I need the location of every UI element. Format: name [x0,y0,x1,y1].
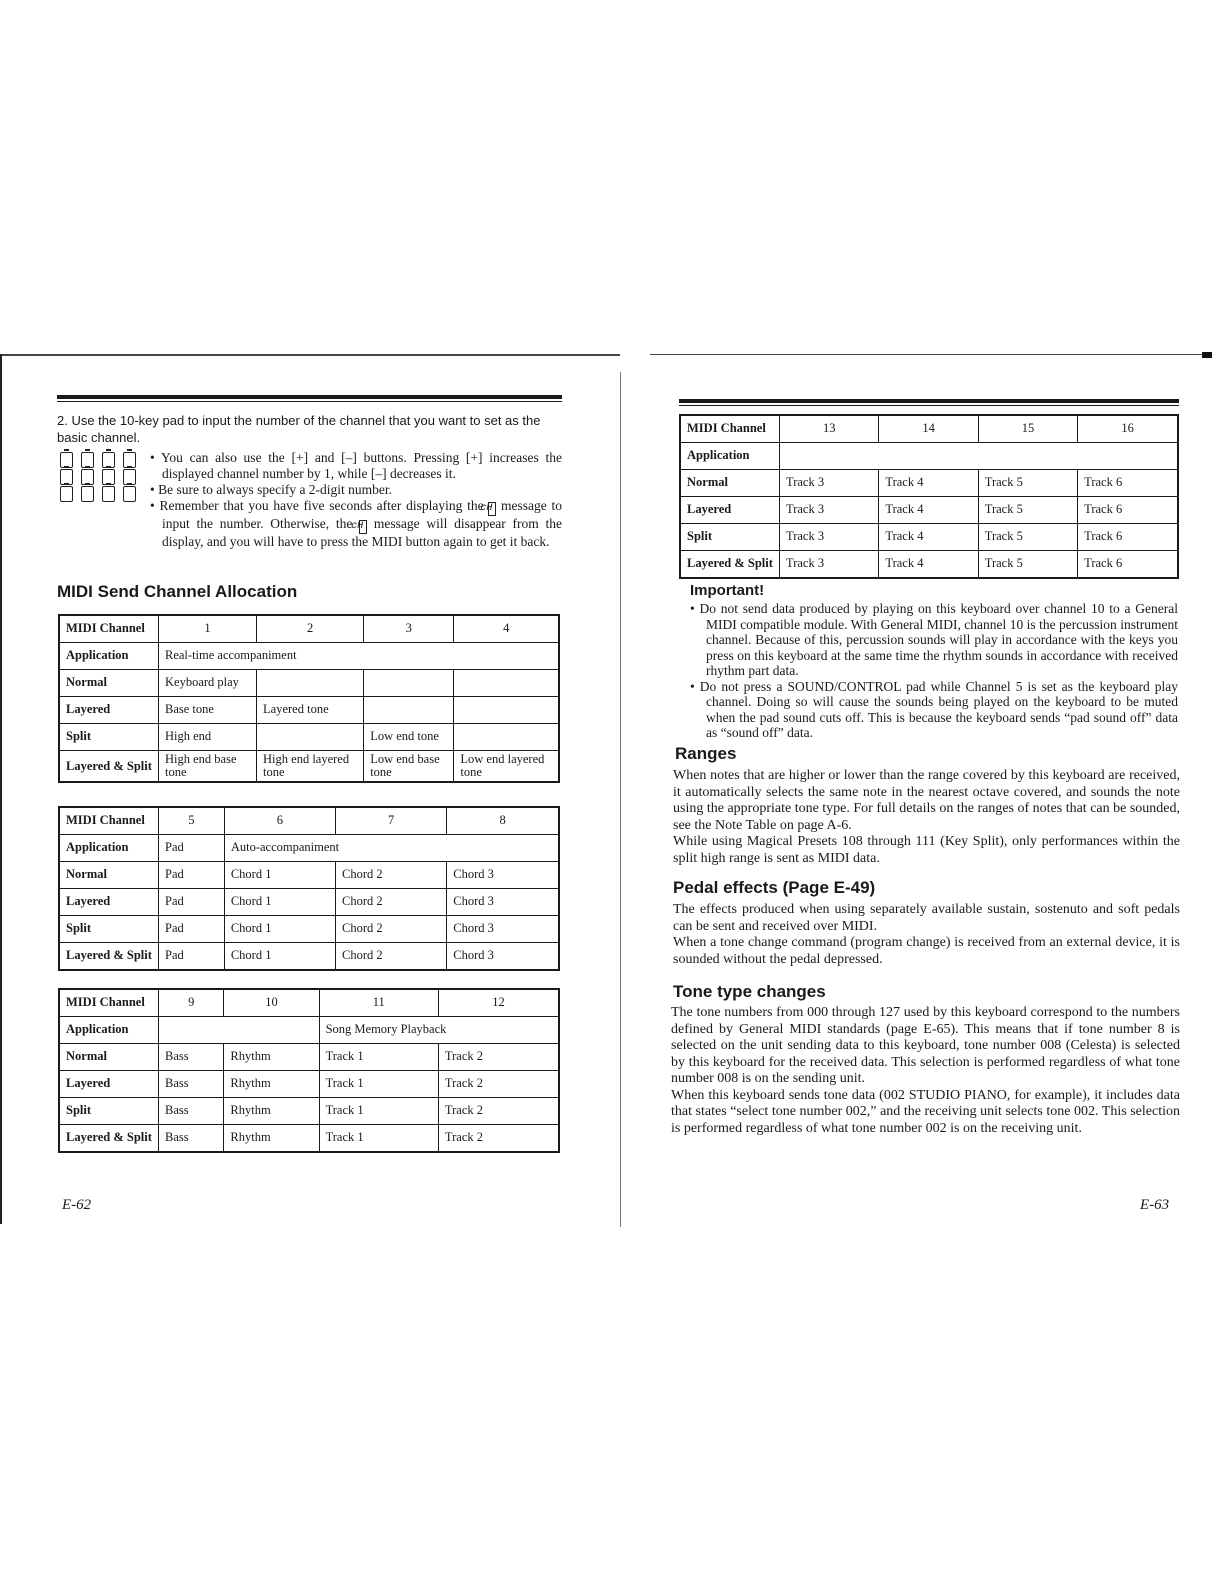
channel-table-9-12 [58,988,560,1153]
important-title: Important! [690,582,765,599]
table-row: Normal Keyboard play [59,670,559,697]
table-row: Application Song Memory Playback [59,1017,559,1044]
section-heading-ranges: Ranges [675,744,737,763]
note-bullet: • Be sure to always specify a 2-digit number. [150,482,393,497]
lcd-ch-indicator: cH [488,502,496,516]
table-row: Layered & Split Pad Chord 1 Chord 2 Chord 3 [59,943,559,971]
lcd-ch-indicator: cH [359,520,367,534]
table-row: Normal Pad Chord 1 Chord 2 Chord 3 [59,862,559,889]
channel-table-1-4 [58,614,560,783]
channel-table-13-16 [679,414,1179,579]
key-icon [81,486,94,502]
page-spine [620,372,621,1227]
table-row: Normal Bass Rhythm Track 1 Track 2 [59,1044,559,1071]
table-row: MIDI Channel 5 6 7 8 [59,807,559,835]
note-bullet: • You can also use the [+] and [–] buttons. Pressing [+] increases the displayed channel number by 1, while [–] decreases it. [150,450,562,481]
step-notes [150,450,562,550]
table-row: Application Pad Auto-accompaniment [59,835,559,862]
table-row: MIDI Channel 9 10 11 12 [59,989,559,1017]
tone-text: The tone numbers from 000 through 127 used by this keyboard correspond to the numbers defined by General MIDI standards (page E-65). This means that if tone number 8 is selected on the unit sending data to this keyboard, tone number 008 (Celesta) is selected by this keyboard for the received data. This selection is performed regardless of what tone number 008 is on the sending unit. When this keyboard sends tone data (002 STUDIO PIANO, for example), it includes data that states “select tone number 002,” and the receiving unit selects tone 002. This selection is performed regardless of what tone number 002 is on the receiving unit. [671,1005,1180,1136]
page-edge [0,354,2,1224]
right-header-rule-thin [679,405,1179,406]
table-row: Split Pad Chord 1 Chord 2 Chord 3 [59,916,559,943]
table-row: Application [680,443,1178,470]
ten-key-pad-illustration [60,452,155,503]
key-icon [102,486,115,502]
section-heading-pedal: Pedal effects (Page E-49) [673,878,876,897]
ranges-text: When notes that are higher or lower than the range covered by this keyboard are received, it automatically selects the same note in the nearest octave covered, and sounds the note using the appropriate tone type. For full details on the ranges of notes that can be sounded, see the Note Table on page A-6. While using Magical Presets 108 through 111 (Key Split), only performances within the split high range is sent as MIDI data. [673,768,1180,866]
page-number-left: E-62 [62,1197,92,1213]
key-icon [60,486,73,502]
important-box [690,582,1178,741]
important-item: • Do not send data produced by playing on this keyboard over channel 10 to a General MIDI compatible module. With General MIDI, channel 10 is the percussion instrument channel. Because of this, percussion sounds will play in accordance with the keys you press on this keyboard at the same time the rhythm sounds in accordance with received rhythm part data. [690,601,1178,678]
table-row: Layered & Split Track 3 Track 4 Track 5 Track 6 [680,551,1178,579]
key-icon [123,486,136,502]
table-row: Split Bass Rhythm Track 1 Track 2 [59,1098,559,1125]
step-2: 2. Use the 10-key pad to input the number of the channel that you want to set as the basic channel. [57,413,541,445]
table-row: MIDI Channel 1 2 3 4 [59,615,559,643]
table-row: Layered & Split High end base tone High end layered tone Low end base tone Low end layered tone [59,751,559,783]
page-number-right: E-63 [1140,1197,1170,1213]
scan-mark [1202,352,1212,358]
left-header-rule-thin [57,401,562,402]
table-row: Layered & Split Bass Rhythm Track 1 Track 2 [59,1125,559,1153]
important-item: • Do not press a SOUND/CONTROL pad while Channel 5 is set as the keyboard play channel. Doing so will cause the sounds being played on the keyboard to be muted when the pad sound cuts off. This is because the keyboard sends “pad sound off” data as “sound off” data. [690,678,1178,740]
table-row: Layered Track 3 Track 4 Track 5 Track 6 [680,497,1178,524]
table-row: Layered Base tone Layered tone [59,697,559,724]
table-row: Application Real-time accompaniment [59,643,559,670]
left-header-rule [57,395,562,399]
pedal-text: The effects produced when using separately available sustain, sostenuto and soft pedals can be sent and received over MIDI. When a tone change command (program change) is received from an external device, it is sounded without the pedal depressed. [673,902,1180,967]
table-row: Split Track 3 Track 4 Track 5 Track 6 [680,524,1178,551]
channel-table-5-8 [58,806,560,971]
table-row: MIDI Channel 13 14 15 16 [680,415,1178,443]
section-heading-allocation: MIDI Send Channel Allocation [57,582,298,601]
section-heading-tone: Tone type changes [673,982,826,1001]
note-bullet: • Remember that you have five seconds after displaying the cH message to input the number. Otherwise, the cH message will disappear from the display, and you will have to press the MIDI button again to get it back. [150,498,562,549]
table-row: Normal Track 3 Track 4 Track 5 Track 6 [680,470,1178,497]
top-scan-line-right [650,354,1210,355]
right-header-rule [679,399,1179,403]
table-row: Split High end Low end tone [59,724,559,751]
table-row: Layered Pad Chord 1 Chord 2 Chord 3 [59,889,559,916]
table-row: Layered Bass Rhythm Track 1 Track 2 [59,1071,559,1098]
top-scan-line-left [0,354,620,356]
